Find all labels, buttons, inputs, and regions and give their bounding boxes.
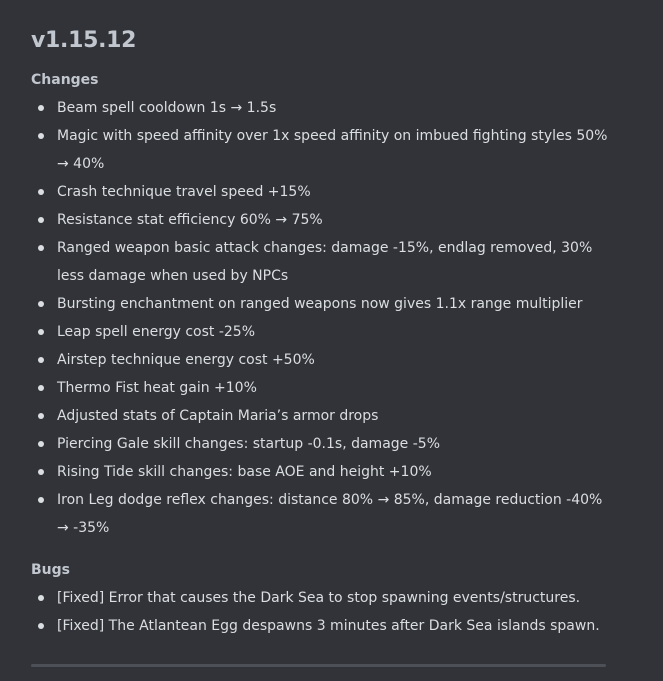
bugs-list [31, 584, 616, 640]
list-item: Piercing Gale skill changes: startup -0.1s, damage -5% [31, 430, 616, 458]
list-item: Bursting enchantment on ranged weapons now gives 1.1x range multiplier [31, 290, 616, 318]
list-item: Magic with speed affinity over 1x speed affinity on imbued fighting styles 50% → 40% [31, 122, 616, 178]
list-item: Ranged weapon basic attack changes: damage -15%, endlag removed, 30% less damage when used by NPCs [31, 234, 616, 290]
changes-list [31, 94, 616, 542]
list-item: Beam spell cooldown 1s → 1.5s [31, 94, 616, 122]
section-divider [31, 664, 606, 667]
list-item: Airstep technique energy cost +50% [31, 346, 616, 374]
list-item: Resistance stat efficiency 60% → 75% [31, 206, 616, 234]
changes-heading: Changes [31, 72, 99, 88]
list-item: Adjusted stats of Captain Maria’s armor drops [31, 402, 616, 430]
bugs-heading: Bugs [31, 562, 70, 578]
list-item: Thermo Fist heat gain +10% [31, 374, 616, 402]
version-title: v1.15.12 [31, 28, 137, 53]
list-item: Rising Tide skill changes: base AOE and height +10% [31, 458, 616, 486]
list-item: [Fixed] The Atlantean Egg despawns 3 minutes after Dark Sea islands spawn. [31, 612, 616, 640]
list-item: Iron Leg dodge reflex changes: distance 80% → 85%, damage reduction -40% → -35% [31, 486, 616, 542]
list-item: Leap spell energy cost -25% [31, 318, 616, 346]
list-item: [Fixed] Error that causes the Dark Sea to stop spawning events/structures. [31, 584, 616, 612]
list-item: Crash technique travel speed +15% [31, 178, 616, 206]
